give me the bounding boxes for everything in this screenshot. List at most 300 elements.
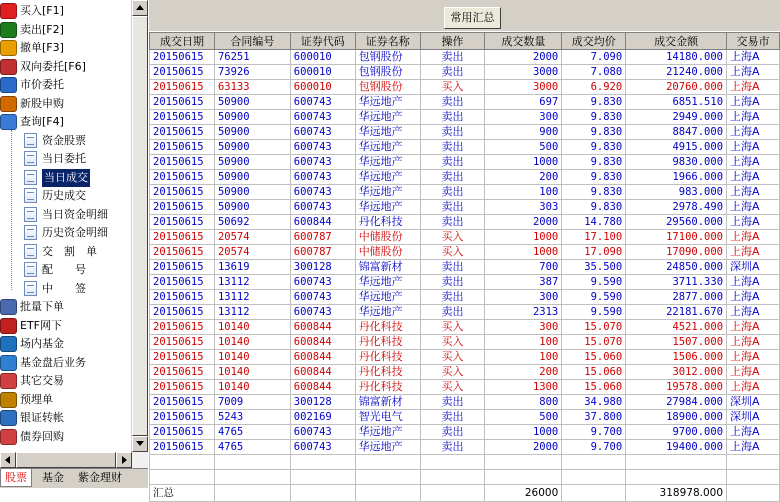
table-cell: 300 [485,290,562,305]
table-cell: 20574 [214,245,290,260]
table-cell: 20150615 [150,365,215,380]
tree-item-label: 其它交易 [20,374,64,387]
table-cell: 7.080 [562,65,626,80]
table-cell: 10140 [214,320,290,335]
table-cell: 300 [485,320,562,335]
table-cell: 20150615 [150,230,215,245]
tab-wealth-management[interactable]: 紫金理财 [78,471,122,484]
table-cell [485,470,562,485]
table-cell: 上海A [727,440,780,455]
column-header[interactable]: 证券名称 [355,33,420,50]
table-cell: 包钢股份 [355,50,420,65]
table-row[interactable] [150,440,780,455]
table-cell [727,485,780,502]
table-row[interactable] [150,125,780,140]
table-cell [420,485,485,502]
table-cell: 27984.000 [626,395,727,410]
table-cell: 20574 [214,230,290,245]
table-cell: 20150615 [150,395,215,410]
table-cell: 1507.000 [626,335,727,350]
table-cell: 500 [485,410,562,425]
navigation-panel [0,0,148,488]
table-cell: 9.830 [562,155,626,170]
table-cell: 20150615 [150,335,215,350]
table-cell: 600787 [290,245,355,260]
table-cell: 600743 [290,200,355,215]
table-cell: 丹化科技 [355,380,420,395]
table-cell: 上海A [727,50,780,65]
table-cell: 华远地产 [355,125,420,140]
table-cell: 买入 [420,230,485,245]
table-cell: 上海A [727,95,780,110]
table-cell: 4765 [214,425,290,440]
table-cell: 深圳A [727,395,780,410]
two-way-order-icon [0,59,17,75]
table-row[interactable] [150,185,780,200]
table-cell: 卖出 [420,110,485,125]
table-row[interactable] [150,395,780,410]
tab-funds[interactable]: 基金 [42,471,64,484]
table-cell: 600844 [290,365,355,380]
table-cell: 卖出 [420,305,485,320]
table-row[interactable] [150,305,780,320]
table-cell: 卖出 [420,215,485,230]
tree-connector-line [11,130,12,291]
tree-subitem-label: 当日委托 [42,152,86,165]
etf-icon [0,318,17,334]
table-cell: 24850.000 [626,260,727,275]
table-cell: 上海A [727,275,780,290]
table-row[interactable] [150,290,780,305]
table-cell: 2313 [485,305,562,320]
table-cell: 600743 [290,290,355,305]
scroll-left-button[interactable] [0,452,16,468]
tree-item-label: 买入[F1] [20,4,64,17]
table-cell: 100 [485,335,562,350]
summary-quantity: 26000 [485,485,562,502]
table-cell: 买入 [420,320,485,335]
tree-item-label: 银证转帐 [20,411,64,424]
summary-button[interactable]: 常用汇总 [444,7,501,29]
table-cell: 中储股份 [355,230,420,245]
table-cell: 9.700 [562,440,626,455]
table-cell: 20150615 [150,80,215,95]
table-cell [150,470,215,485]
table-row[interactable] [150,140,780,155]
table-cell: 73926 [214,65,290,80]
table-cell: 丹化科技 [355,350,420,365]
tree-item-label: 场内基金 [20,337,64,350]
document-icon [24,207,37,222]
scroll-up-button[interactable] [132,0,148,16]
table-cell: 14.780 [562,215,626,230]
table-cell: 15.060 [562,380,626,395]
table-cell: 上海A [727,185,780,200]
document-icon [24,188,37,203]
tree-subitem-label: 当日成交 [42,169,90,187]
table-cell: 20150615 [150,440,215,455]
horizontal-scroll-thumb[interactable] [16,452,116,468]
table-cell: 华远地产 [355,155,420,170]
table-cell: 卖出 [420,95,485,110]
table-cell: 2978.490 [626,200,727,215]
ipo-subscribe-icon [0,96,17,112]
table-cell: 7009 [214,395,290,410]
table-row[interactable] [150,200,780,215]
table-cell: 303 [485,200,562,215]
table-cell: 卖出 [420,275,485,290]
table-cell: 76251 [214,50,290,65]
table-row[interactable] [150,65,780,80]
table-cell: 15.060 [562,350,626,365]
column-header[interactable]: 成交金额 [626,33,727,50]
summary-label: 汇总 [150,485,215,502]
table-cell: 卖出 [420,140,485,155]
table-cell [214,455,290,470]
table-row[interactable] [150,350,780,365]
table-cell: 29560.000 [626,215,727,230]
table-row[interactable] [150,275,780,290]
tree-item-label: 批量下单 [20,300,64,313]
table-cell [562,470,626,485]
table-cell: 300 [485,110,562,125]
table-cell: 13619 [214,260,290,275]
table-cell: 上海A [727,155,780,170]
table-cell: 2000 [485,440,562,455]
table-cell: 50900 [214,155,290,170]
fund-after-hours-icon [0,355,17,371]
summary-amount: 318978.000 [626,485,727,502]
table-cell [420,455,485,470]
table-cell: 387 [485,275,562,290]
table-cell [214,470,290,485]
table-cell: 卖出 [420,185,485,200]
table-cell: 卖出 [420,290,485,305]
table-cell: 10140 [214,335,290,350]
table-cell: 包钢股份 [355,65,420,80]
table-row[interactable] [150,365,780,380]
table-cell: 50692 [214,215,290,230]
table-cell: 4521.000 [626,320,727,335]
table-cell: 上海A [727,380,780,395]
table-cell: 600787 [290,230,355,245]
tree-subitem-label: 中 签 [42,281,86,295]
cancel-order-icon [0,40,17,56]
column-header[interactable]: 成交均价 [562,33,626,50]
table-cell: 卖出 [420,410,485,425]
tab-stocks[interactable]: 股票 [0,469,32,487]
table-cell: 华远地产 [355,290,420,305]
tree-item-label: 预埋单 [20,392,53,406]
table-cell: 卖出 [420,440,485,455]
document-icon [24,225,37,240]
table-cell: 上海A [727,200,780,215]
table-cell: 300128 [290,395,355,410]
table-cell: 卖出 [420,425,485,440]
table-cell: 50900 [214,140,290,155]
table-cell: 697 [485,95,562,110]
tree-vertical-scrollbar[interactable] [131,0,147,452]
table-cell [290,470,355,485]
table-cell: 600743 [290,110,355,125]
buy-icon [0,3,17,19]
arrow-left-icon [5,456,10,464]
table-cell: 8847.000 [626,125,727,140]
table-cell: 17.100 [562,230,626,245]
table-cell: 卖出 [420,50,485,65]
table-cell: 600010 [290,80,355,95]
tree-item-label: 查询[F4] [20,115,64,128]
table-cell: 丹化科技 [355,365,420,380]
bond-repo-icon [0,429,17,445]
table-cell: 华远地产 [355,170,420,185]
table-cell: 20150615 [150,215,215,230]
table-cell: 600743 [290,185,355,200]
table-cell: 华远地产 [355,275,420,290]
table-cell: 20150615 [150,425,215,440]
table-cell: 华远地产 [355,140,420,155]
table-cell: 智光电气 [355,410,420,425]
table-cell: 卖出 [420,200,485,215]
table-cell: 20150615 [150,125,215,140]
table-cell: 9.830 [562,140,626,155]
table-cell: 63133 [214,80,290,95]
tree-item-label: 债券回购 [20,429,64,443]
table-cell: 600743 [290,170,355,185]
table-cell: 丹化科技 [355,320,420,335]
table-row[interactable] [150,110,780,125]
table-cell: 上海A [727,230,780,245]
table-cell: 20150615 [150,110,215,125]
table-cell: 上海A [727,125,780,140]
table-cell: 1000 [485,425,562,440]
column-header[interactable]: 合同编号 [214,33,290,50]
table-cell: 200 [485,170,562,185]
table-cell: 6.920 [562,80,626,95]
summary-row [150,485,780,502]
table-cell: 700 [485,260,562,275]
table-cell: 20150615 [150,260,215,275]
table-row[interactable] [150,320,780,335]
table-cell: 5243 [214,410,290,425]
table-cell: 100 [485,185,562,200]
table-cell: 6851.510 [626,95,727,110]
arrow-down-icon [136,441,144,446]
table-cell: 20150615 [150,170,215,185]
table-row[interactable] [150,80,780,95]
table-cell: 600743 [290,425,355,440]
table-cell: 上海A [727,305,780,320]
column-header[interactable]: 操作 [420,33,485,50]
table-cell: 14180.000 [626,50,727,65]
table-cell: 600743 [290,140,355,155]
column-header[interactable]: 成交日期 [150,33,215,50]
query-icon [0,114,17,130]
tree-item-label: 新股申购 [20,96,64,110]
table-cell: 华远地产 [355,200,420,215]
tree-subitem-label: 当日资金明细 [42,207,108,221]
table-cell: 上海A [727,425,780,440]
table-cell: 19578.000 [626,380,727,395]
table-cell: 7.090 [562,50,626,65]
table-cell: 卖出 [420,125,485,140]
table-cell: 1000 [485,230,562,245]
table-cell: 50900 [214,170,290,185]
table-row[interactable] [150,170,780,185]
table-cell: 100 [485,350,562,365]
table-cell: 300128 [290,260,355,275]
table-cell [420,470,485,485]
document-icon [24,281,37,296]
table-cell: 600743 [290,155,355,170]
table-cell: 900 [485,125,562,140]
table-cell: 9.590 [562,305,626,320]
table-cell: 买入 [420,245,485,260]
table-cell: 9.830 [562,125,626,140]
column-header[interactable]: 成交数量 [485,33,562,50]
other-trade-icon [0,373,17,389]
table-cell: 9.830 [562,170,626,185]
table-cell: 卖出 [420,155,485,170]
table-cell: 上海A [727,350,780,365]
table-cell: 13112 [214,290,290,305]
table-row[interactable] [150,410,780,425]
table-cell: 600010 [290,50,355,65]
table-cell: 10140 [214,380,290,395]
table-cell: 20150615 [150,410,215,425]
table-cell: 上海A [727,290,780,305]
table-cell: 锦富新材 [355,260,420,275]
table-cell: 1000 [485,155,562,170]
table-cell: 3000 [485,80,562,95]
table-row[interactable] [150,230,780,245]
table-cell: 600844 [290,335,355,350]
table-cell: 600743 [290,275,355,290]
tree-item-label: 双向委托[F6] [20,59,86,73]
table-row[interactable] [150,380,780,395]
table-row[interactable] [150,50,780,65]
table-cell: 20150615 [150,185,215,200]
table-cell: 15.060 [562,365,626,380]
table-row[interactable] [150,155,780,170]
table-cell: 3711.330 [626,275,727,290]
table-cell: 上海A [727,65,780,80]
table-cell: 上海A [727,110,780,125]
document-icon [24,244,37,259]
table-cell [150,455,215,470]
table-row[interactable] [150,425,780,440]
document-icon [24,151,37,166]
table-cell: 买入 [420,380,485,395]
table-cell: 13112 [214,305,290,320]
table-cell: 17100.000 [626,230,727,245]
table-cell: 17090.000 [626,245,727,260]
table-cell: 9830.000 [626,155,727,170]
tree-item-label: 基金盘后业务 [20,355,86,369]
table-cell [727,470,780,485]
table-cell [290,455,355,470]
table-cell [485,455,562,470]
category-tabs [0,468,148,488]
tree-item-label: ETF网下 [20,318,62,332]
table-cell: 上海A [727,215,780,230]
table-cell: 600743 [290,95,355,110]
table-cell: 卖出 [420,65,485,80]
table-cell: 34.980 [562,395,626,410]
table-cell: 上海A [727,140,780,155]
table-cell: 9.590 [562,275,626,290]
column-header[interactable]: 证券代码 [290,33,355,50]
tree-subitem-label: 历史成交 [42,189,86,202]
table-cell: 深圳A [727,260,780,275]
table-cell: 1506.000 [626,350,727,365]
table-cell: 22181.670 [626,305,727,320]
table-cell: 3012.000 [626,365,727,380]
scroll-right-button[interactable] [116,452,132,468]
scroll-down-button[interactable] [132,436,148,452]
tree-horizontal-scrollbar[interactable] [0,452,148,468]
table-cell: 17.090 [562,245,626,260]
table-cell: 19400.000 [626,440,727,455]
table-cell: 2000 [485,215,562,230]
table-cell: 华远地产 [355,185,420,200]
trade-query-panel [149,0,780,499]
table-cell: 上海A [727,245,780,260]
table-row[interactable] [150,95,780,110]
table-row[interactable] [150,215,780,230]
table-row[interactable] [150,260,780,275]
table-cell: 50900 [214,185,290,200]
table-cell: 20150615 [150,50,215,65]
table-cell: 上海A [727,170,780,185]
table-cell: 上海A [727,365,780,380]
table-row[interactable] [150,335,780,350]
table-cell: 上海A [727,320,780,335]
market-order-icon [0,77,17,93]
table-cell: 20150615 [150,140,215,155]
toolbar [149,0,780,31]
table-header-row [150,33,780,50]
table-cell: 华远地产 [355,440,420,455]
tree-subitem-label: 交 割 单 [42,244,97,258]
table-cell: 10140 [214,365,290,380]
scroll-thumb[interactable] [132,16,148,436]
table-cell: 500 [485,140,562,155]
document-icon [24,133,37,148]
table-cell: 600010 [290,65,355,80]
empty-row [150,470,780,485]
exchange-fund-icon [0,336,17,352]
table-cell: 2949.000 [626,110,727,125]
table-cell: 20150615 [150,320,215,335]
table-cell: 3000 [485,65,562,80]
column-header[interactable]: 交易市 [727,33,780,50]
table-cell: 中储股份 [355,245,420,260]
table-cell [355,485,420,502]
table-cell: 002169 [290,410,355,425]
table-cell: 9.830 [562,200,626,215]
table-cell [290,485,355,502]
table-cell: 9.830 [562,110,626,125]
table-row[interactable] [150,245,780,260]
trades-table [149,32,780,502]
table-cell: 37.800 [562,410,626,425]
table-cell: 600844 [290,215,355,230]
table-cell: 21240.000 [626,65,727,80]
table-cell: 600844 [290,320,355,335]
table-cell: 华远地产 [355,95,420,110]
table-cell: 上海A [727,80,780,95]
